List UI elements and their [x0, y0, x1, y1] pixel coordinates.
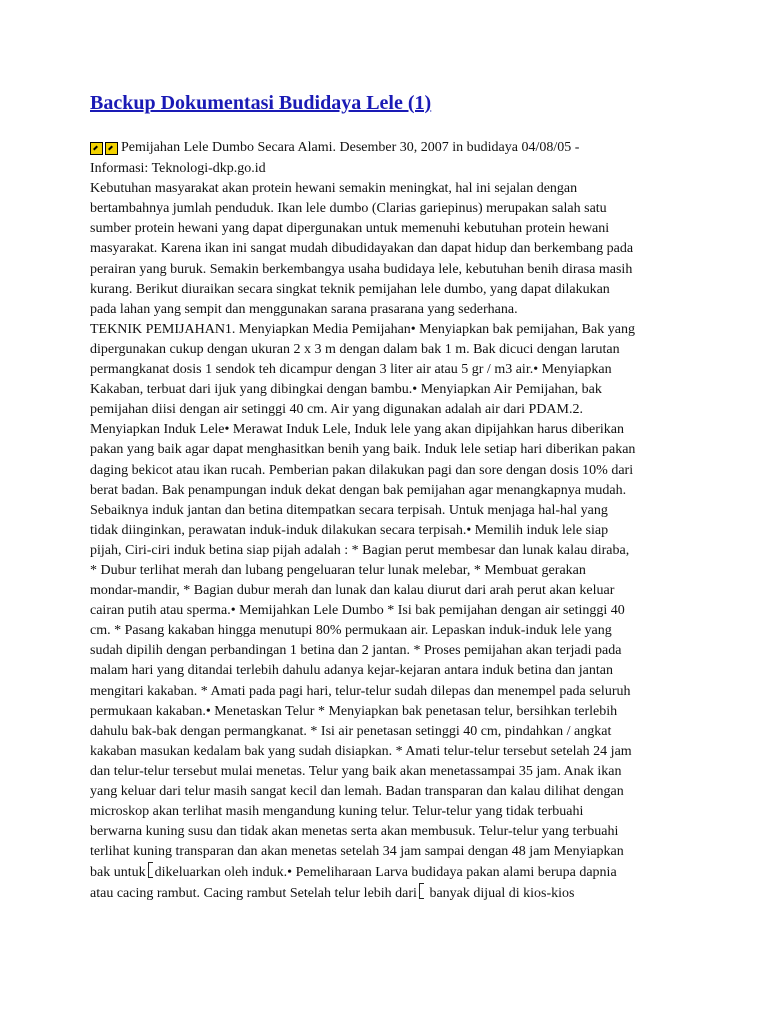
text-line-35: berwarna kuning susu dan tidak akan menetas serta akan membusuk. Telur-telur yang terbuahi	[90, 824, 619, 840]
text-line-6: masyarakat. Karena ikan ini sangat mudah dibudidayakan dan dapat hidup dan berkembang pada	[90, 241, 634, 257]
text-line-37: bak untuk dikeluarkan oleh induk.• Pemeliharaan Larva budidaya pakan alami berupa dapnia	[90, 862, 710, 883]
text-line-28: mengitari kakaban. * Amati pada pagi hari, telur-telur sudah dilepas dan menempel pada seluruh	[90, 683, 631, 699]
text-line-32: dan telur-telur tersebut mulai menetas. Telur yang baik akan menetassampai 35 jam. Anak ikan	[90, 763, 622, 779]
text-line-14: pemijahan diisi dengan air setinggi 40 cm. Air yang digunakan adalah air dari PDAM.2.	[90, 402, 583, 418]
text-line-23: mondar-mandir, * Bagian dubur merah dan lunak dan kalau diurut dari arah perut akan keluar	[90, 583, 615, 599]
text-line-3: Kebutuhan masyarakat akan protein hewani semakin meningkat, hal ini sejalan dengan	[90, 181, 578, 197]
text-line-11: dipergunakan cukup dengan ukuran 2 x 3 m dengan dalam bak 1 m. Bak dicuci dengan larutan	[90, 341, 620, 357]
text-line-18: berat badan. Bak penampungan induk dekat dengan bak pemijahan agar menangkapnya mudah.	[90, 482, 627, 498]
text-line-12: permangkanat dosis 1 sendok teh dicampur dengan 3 liter air atau 5 gr / m3 air.• Menyiapkan	[90, 362, 612, 378]
text-line-21: pijah, Ciri-ciri induk betina siap pijah adalah : * Bagian perut membesar dan lunak kalau diraba,	[90, 542, 630, 558]
text-line-1: Pemijahan Lele Dumbo Secara Alami. Desember 30, 2007 in budidaya 04/08/05 -	[90, 138, 710, 159]
text-line-8: kurang. Berikut diuraikan secara singkat teknik pemijahan lele dumbo, yang dapat dilakukan	[90, 281, 610, 297]
text-line-29: permukaan kakaban.• Menetaskan Telur * Menyiapkan bak penetasan telur, bersihkan terlebih	[90, 703, 618, 719]
document-page	[90, 88, 710, 905]
text-line-20: tidak diinginkan, perawatan induk-induk dilakukan secara terpisah.• Memilih induk lele siap	[90, 522, 609, 538]
text-line-10: TEKNIK PEMIJAHAN1. Menyiapkan Media Pemijahan• Menyiapkan bak pemijahan, Bak yang	[90, 321, 635, 337]
text-line-19: Sebaiknya induk jantan dan betina ditempatkan secara terpisah. Untuk menjaga hal-hal yang	[90, 502, 608, 518]
text-line-38: atau cacing rambut. Cacing rambut Setelah telur lebih dari banyak dijual di kios-kios	[90, 883, 710, 904]
text-line-16: pakan yang baik agar dapat menghasitkan benih yang baik. Induk lele setiap hari diberikan pakan	[90, 442, 636, 458]
text-line-27: malam hari yang ditandai terlebih dahulu adanya kejar-kejaran antara induk betina dan jantan	[90, 663, 613, 679]
text-line-22: * Dubur terlihat merah dan lubang pengeluaran telur lunak melebar, * Membuat gerakan	[90, 562, 586, 578]
text-line-33: yang keluar dari telur masih sangat kecil dan lemah. Badan transparan dan kalau dilihat dengan	[90, 784, 624, 799]
text-line-5: sumber protein hewani yang dapat dipergunakan untuk memenuhi kebutuhan protein hewani	[90, 221, 610, 237]
text-line-9: pada lahan yang sempit dan menggunakan sarana prasarana yang sederhana.	[90, 301, 518, 317]
text-line-7: perairan yang buruk. Semakin berkembangya usaha budidaya lele, kebutuhan benih dirasa masih	[90, 261, 633, 277]
text-line-13: Kakaban, terbuat dari ijuk yang dibingkai dengan bambu.• Menyiapkan Air Pemijahan, bak	[90, 382, 602, 398]
text-line-25: cm. * Pasang kakaban hingga menutupi 80% permukaan air. Lepaskan induk-induk lele yang	[90, 623, 612, 639]
text-line-34: microskop akan terlihat masih mengandung kuning telur. Telur-telur yang tidak terbuahi	[90, 804, 584, 820]
text-line-17: daging bekicot atau ikan rucah. Pemberian pakan dilakukan pagi dan sore dengan dosis 10% dari	[90, 462, 634, 478]
text-line-26: sudah dipilih dengan perbandingan 1 betina dan 2 jantan. * Proses pemijahan akan terjadi pada	[90, 643, 622, 659]
document-body	[90, 138, 710, 905]
text-line-24: cairan putih atau sperma.• Memijahkan Lele Dumbo * Isi bak pemijahan dengan air setinggi 40	[90, 603, 625, 619]
text-line-4: bertambahnya jumlah penduduk. Ikan lele dumbo (Clarias gariepinus) merupakan salah satu	[90, 201, 607, 217]
text-line-15: Menyiapkan Induk Lele• Merawat Induk Lele, Induk lele yang akan dipijahkan harus diberikan	[90, 422, 624, 438]
document-title-link[interactable]: Backup Dokumentasi Budidaya Lele (1)	[90, 92, 432, 114]
post-icons	[90, 139, 120, 159]
text-cursor-mark	[419, 883, 424, 899]
text-line-31: kakaban masukan kedalam bak yang sudah disiapkan. * Amati telur-telur tersebut setelah 24 jam	[90, 743, 632, 759]
text-cursor-mark	[148, 862, 153, 878]
text-line-2: Informasi: Teknologi-dkp.go.id	[90, 161, 266, 177]
text-line-30: dahulu bak-bak dengan permangkanat. * Isi air penetasan setinggi 40 cm, pindahkan / angkat	[90, 723, 612, 739]
pencil-icon	[90, 142, 103, 155]
pencil-icon	[105, 142, 118, 155]
text-line-36: terlihat kuning transparan dan akan menetas setelah 34 jam sampai dengan 48 jam Menyiapkan	[90, 844, 624, 860]
